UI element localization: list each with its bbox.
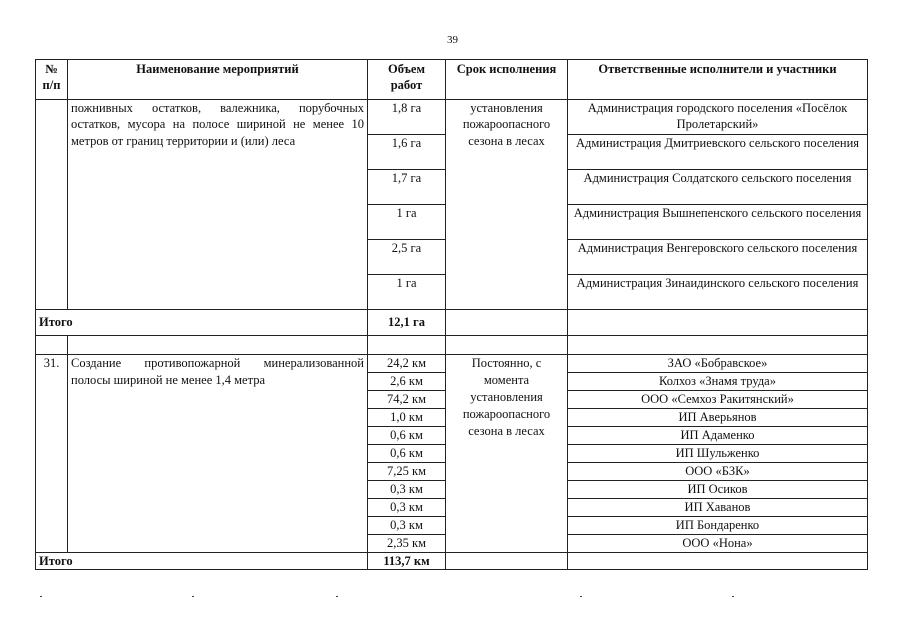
total-label: Итого: [36, 310, 368, 336]
total-row: [36, 310, 868, 336]
total-empty-cell: [568, 310, 868, 336]
total-row: [36, 553, 868, 570]
volume-cell: 2,5 га: [368, 240, 446, 275]
volume-cell: 0,3 км: [368, 499, 446, 517]
responsible-cell: Администрация Дмитриевского сельского поселения: [568, 135, 868, 170]
responsible-cell: ИП Осиков: [568, 481, 868, 499]
responsible-cell: Колхоз «Знамя труда»: [568, 373, 868, 391]
responsible-cell: Администрация городского поселения «Посёлок Пролетарский»: [568, 100, 868, 135]
measure-description: пожнивных остатков, валежника, порубочных остатков, мусора на полосе шириной не менее 10 метров от границ территории и (или) леса: [68, 100, 368, 310]
table-row: [36, 100, 868, 135]
total-empty-cell: [446, 310, 568, 336]
total-empty-cell: [568, 553, 868, 570]
volume-cell: 0,6 км: [368, 427, 446, 445]
volume-cell: 2,35 км: [368, 535, 446, 553]
volume-cell: 1 га: [368, 205, 446, 240]
table-row: [36, 355, 868, 373]
table-header-row: [36, 60, 868, 100]
header-volume: Объем работ: [368, 60, 446, 100]
page-number: 39: [447, 34, 458, 46]
responsible-cell: Администрация Вышнепенского сельского поселения: [568, 205, 868, 240]
responsible-cell: ИП Бондаренко: [568, 517, 868, 535]
responsible-cell: ИП Аверьянов: [568, 409, 868, 427]
responsible-cell: ИП Хаванов: [568, 499, 868, 517]
total-value: 113,7 км: [368, 553, 446, 570]
spacer-cell: [368, 336, 446, 355]
responsible-cell: Администрация Венгеровского сельского поселения: [568, 240, 868, 275]
volume-cell: 7,25 км: [368, 463, 446, 481]
header-responsible: Ответственные исполнители и участники: [568, 60, 868, 100]
responsible-cell: ООО «Нона»: [568, 535, 868, 553]
measures-table: [35, 59, 868, 570]
responsible-cell: Администрация Зинаидинского сельского поселения: [568, 275, 868, 310]
header-name: Наименование мероприятий: [68, 60, 368, 100]
responsible-cell: ИП Шульженко: [568, 445, 868, 463]
volume-cell: 1,7 га: [368, 170, 446, 205]
row-num-cell: [36, 100, 68, 310]
total-value: 12,1 га: [368, 310, 446, 336]
spacer-cell: [68, 336, 368, 355]
total-empty-cell: [446, 553, 568, 570]
volume-cell: 1,8 га: [368, 100, 446, 135]
spacer-cell: [36, 336, 68, 355]
volume-cell: 1,0 км: [368, 409, 446, 427]
volume-cell: 24,2 км: [368, 355, 446, 373]
spacer-row: [36, 336, 868, 355]
row-num-cell: 31.: [36, 355, 68, 553]
term-cell: установления пожароопасного сезона в лесах: [446, 100, 568, 310]
spacer-cell: [446, 336, 568, 355]
term-cell: Постоянно, с момента установления пожароопасного сезона в лесах: [446, 355, 568, 553]
volume-cell: 0,3 км: [368, 517, 446, 535]
volume-cell: 0,6 км: [368, 445, 446, 463]
responsible-cell: Администрация Солдатского сельского поселения: [568, 170, 868, 205]
volume-cell: 1 га: [368, 275, 446, 310]
measure-description: Создание противопожарной минерализованной полосы шириной не менее 1,4 метра: [68, 355, 368, 553]
responsible-cell: ООО «БЗК»: [568, 463, 868, 481]
responsible-cell: ИП Адаменко: [568, 427, 868, 445]
header-term: Срок исполнения: [446, 60, 568, 100]
total-label: Итого: [36, 553, 368, 570]
spacer-cell: [568, 336, 868, 355]
responsible-cell: ЗАО «Бобравское»: [568, 355, 868, 373]
responsible-cell: ООО «Семхоз Ракитянский»: [568, 391, 868, 409]
volume-cell: 1,6 га: [368, 135, 446, 170]
volume-cell: 0,3 км: [368, 481, 446, 499]
scan-artifacts: [0, 596, 905, 600]
volume-cell: 2,6 км: [368, 373, 446, 391]
volume-cell: 74,2 км: [368, 391, 446, 409]
header-num: № п/п: [36, 60, 68, 100]
